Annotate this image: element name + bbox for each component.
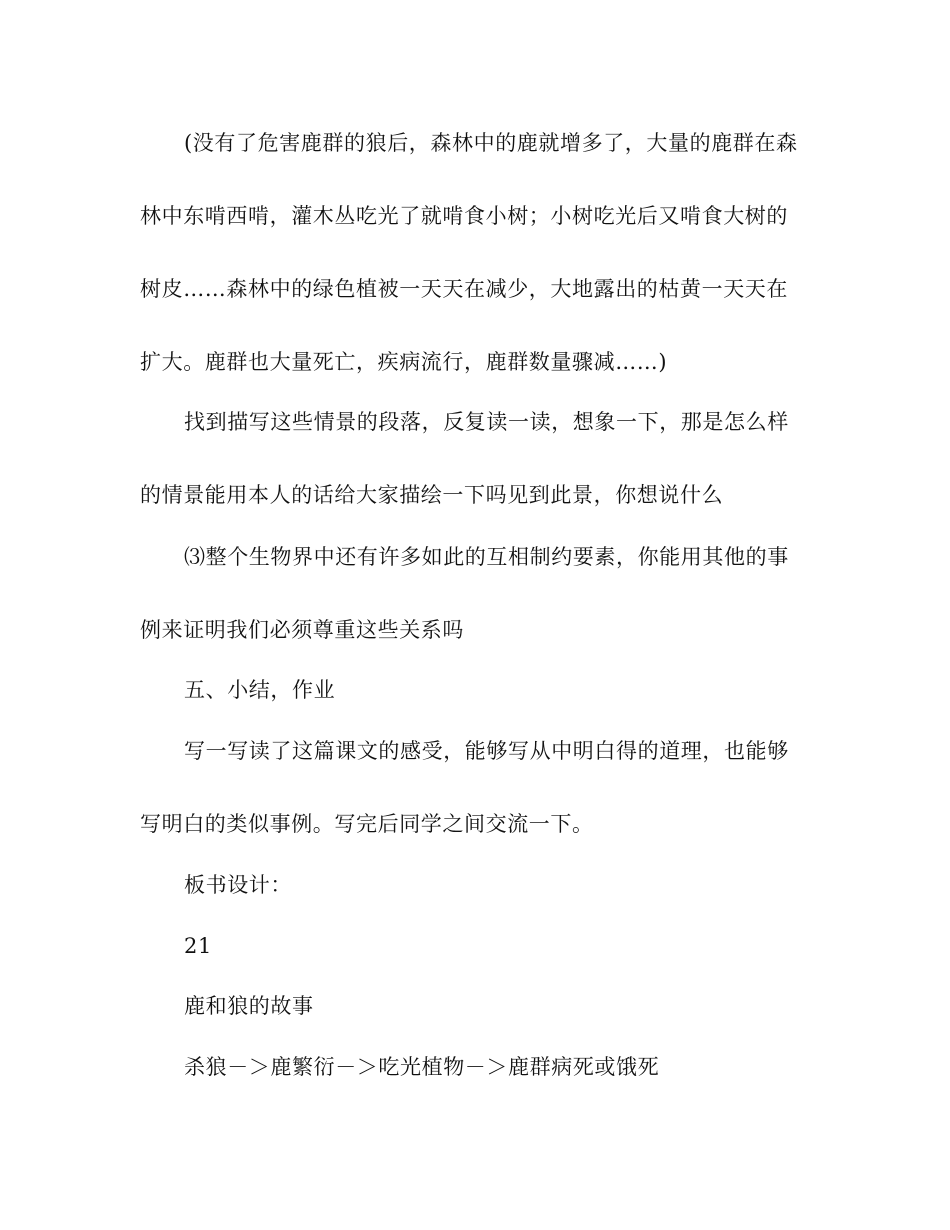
paragraph-line: ⑶整个生物界中还有许多如此的互相制约要素，你能用其他的事: [184, 545, 789, 569]
paragraph-line: 写一写读了这篇课文的感受，能够写从中明白得的道理，也能够: [184, 739, 789, 763]
paragraph-line: 的情景能用本人的话给大家描绘一下吗见到此景，你想说什么: [140, 483, 724, 507]
lesson-number: 21: [184, 934, 212, 958]
board-design-label: 板书设计：: [184, 873, 292, 897]
lesson-title: 鹿和狼的故事: [184, 994, 314, 1018]
paragraph-line: (没有了危害鹿群的狼后，森林中的鹿就增多了，大量的鹿群在森: [184, 131, 798, 155]
section-heading: 五、小结，作业: [184, 678, 336, 702]
paragraph-line: 扩大。鹿群也大量死亡，疾病流行，鹿群数量骤减……): [140, 350, 668, 374]
paragraph-line: 写明白的类似事例。写完后同学之间交流一下。: [140, 812, 594, 836]
paragraph-line: 找到描写这些情景的段落，反复读一读，想象一下，那是怎么样: [184, 410, 789, 434]
paragraph-line: 树皮……森林中的绿色植被一天天在减少，大地露出的枯黄一天天在: [140, 277, 788, 301]
paragraph-line: 林中东啃西啃，灌木丛吃光了就啃食小树；小树吃光后又啃食大树的: [140, 204, 788, 228]
paragraph-line: 例来证明我们必须尊重这些关系吗: [140, 618, 464, 642]
board-chain: 杀狼－＞鹿繁衍－＞吃光植物－＞鹿群病死或饿死: [184, 1055, 660, 1079]
